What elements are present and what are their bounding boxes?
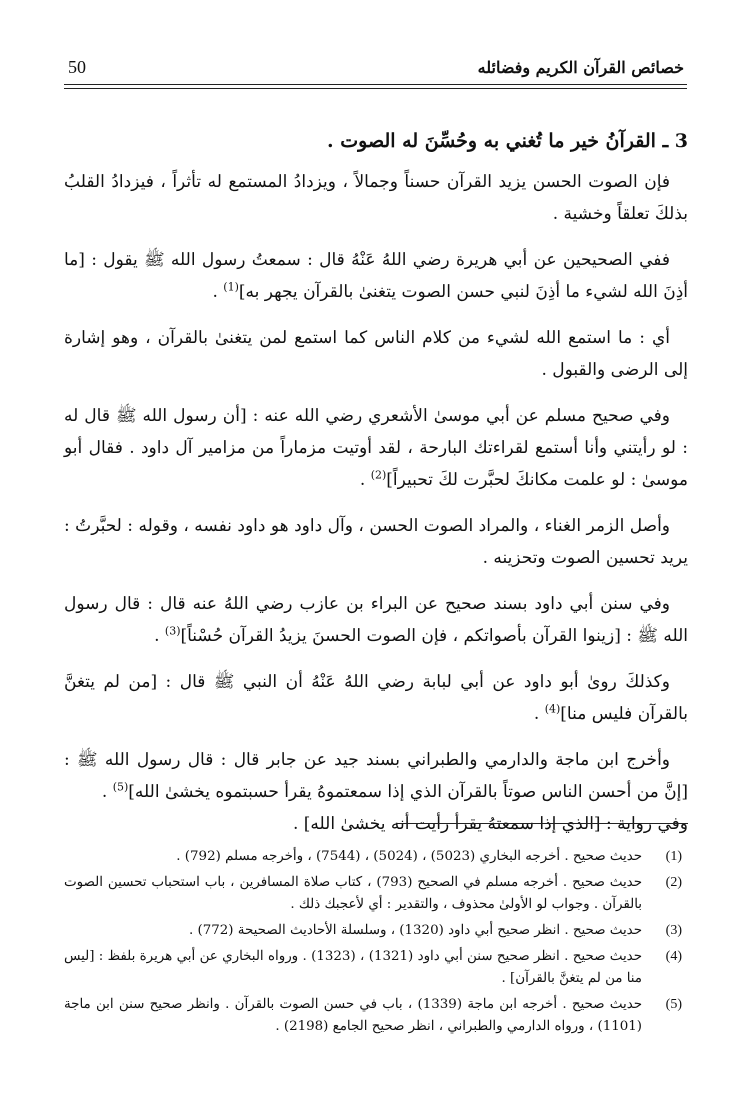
paragraph: أي : ما استمع الله لشيء من كلام الناس كما استمع لمن يتغنىٰ بالقرآن ، وهو إشارة إلى الرضى والقبول . [64,328,688,380]
footnote-text: حديث صحيح . انظر صحيح أبي داود (1320) ، وسلسلة الأحاديث الصحيحة (772) . [188,923,642,938]
page-number: 50 [68,57,86,77]
footnote-separator [396,823,688,824]
footnote-text: حديث صحيح . أخرجه ابن ماجة (1339) ، باب في حسن الصوت بالقرآن . وانظر صحيح سنن ابن ماجة (1101) ، ورواه الدارمي والطبراني ، انظر صحيح الجامع (2198) . [64,997,642,1034]
footnote-text: حديث صحيح . انظر صحيح سنن أبي داود (1321) ، (1323) . ورواه البخاري عن أبي هريرة بلفظ : [ليس منا من لم يتغنَّ بالقرآن] . [64,949,642,986]
footnote-number: (2) [665,875,682,890]
paragraph: وفي رواية : [الذي إذا سمعتهُ يقرأ رأيت أنه يخشىٰ الله] . [292,814,688,834]
main-text [64,122,688,840]
footnote-ref[interactable]: (3) [164,624,181,638]
paragraph: وفي صحيح مسلم عن أبي موسىٰ الأشعري رضي الله عنه : [أن رسول الله ﷺ قال له : لو رأيتني وأنا أستمع لقراءتك البارحة ، لقد أوتيت مزماراً من مزامير آل داود . فقال أبو موسىٰ : لو علمت مكانكَ لحبَّرت لكَ تحبيراً]$^{(2)}$ . [64,406,688,490]
paragraph: وأصل الزمر الغناء ، والمراد الصوت الحسن ، وآل داود هو داود نفسه ، وقوله : لحبَّرتُ : يريد تحسين الصوت وتحزينه . [64,516,688,568]
paragraph: وفي سنن أبي داود بسند صحيح عن البراء بن عازب رضي اللهُ عنه قال : قال رسول الله ﷺ : [زينوا القرآن بأصواتكم ، فإن الصوت الحسنَ يزيدُ القرآن حُسْناً]$^{(3)}$ . [64,594,688,646]
paragraph: فإن الصوت الحسن يزيد القرآن حسناً وجمالاً ، ويزدادُ المستمع له تأثراً ، فيزدادُ القلبُ بذلكَ تعلقاً وخشية . [64,172,688,224]
section-heading: 3 ـ القرآنُ خير ما تُغني به وحُسِّنَ له الصوت . [327,130,688,152]
header-rule-thin [64,88,687,89]
footnote [64,920,688,942]
footnote-ref[interactable]: (2) [370,468,387,482]
footnote-number: (5) [665,997,682,1012]
footnote [64,846,688,868]
footnote-number: (3) [665,923,682,938]
footnote-text: حديث صحيح . أخرجه مسلم في الصحيح (793) ، كتاب صلاة المسافرين ، باب استحباب تحسين الصوت بالقرآن . وجواب لو الأولىٰ محذوف ، والتقدير : أي لأعجبك ذلك . [64,875,642,912]
running-title: خصائص القرآن الكريم وفضائله [477,58,684,77]
footnotes [64,846,688,1042]
footnote [64,872,688,916]
footnote-ref[interactable]: (1) [223,280,239,294]
footnote-number: (4) [665,949,682,964]
footnote-number: (1) [665,849,682,864]
footnote [64,946,688,990]
running-header [68,58,684,82]
paragraph: ففي الصحيحين عن أبي هريرة رضي اللهُ عَنْهُ قال : سمعتُ رسول الله ﷺ يقول : [ما أذِنَ الله لشيء ما أذِنَ لنبي حسن الصوت يتغنىٰ بالقرآن يجهر به]$^{(1)}$ . [64,250,688,302]
footnote-ref[interactable]: (5) [112,780,129,794]
header-rule-thick [64,84,687,85]
footnote-text: حديث صحيح . أخرجه البخاري (5023) ، (5024) ، (7544) ، وأخرجه مسلم (792) . [176,849,642,864]
paragraph: وأخرج ابن ماجة والدارمي والطبراني بسند جيد عن جابر قال : قال رسول الله ﷺ : [إنَّ من أحسن الناس صوتاً بالقرآن الذي إذا سمعتموهُ يقرأ حسبتموه يخشىٰ الله]$^{(5)}$ . [64,750,688,802]
footnote [64,994,688,1038]
paragraph: وكذلكَ روىٰ أبو داود عن أبي لبابة رضي اللهُ عَنْهُ أن النبي ﷺ قال : [من لم يتغنَّ بالقرآن فليس منا]$^{(4)}$ . [64,672,688,724]
footnote-ref[interactable]: (4) [544,702,561,716]
